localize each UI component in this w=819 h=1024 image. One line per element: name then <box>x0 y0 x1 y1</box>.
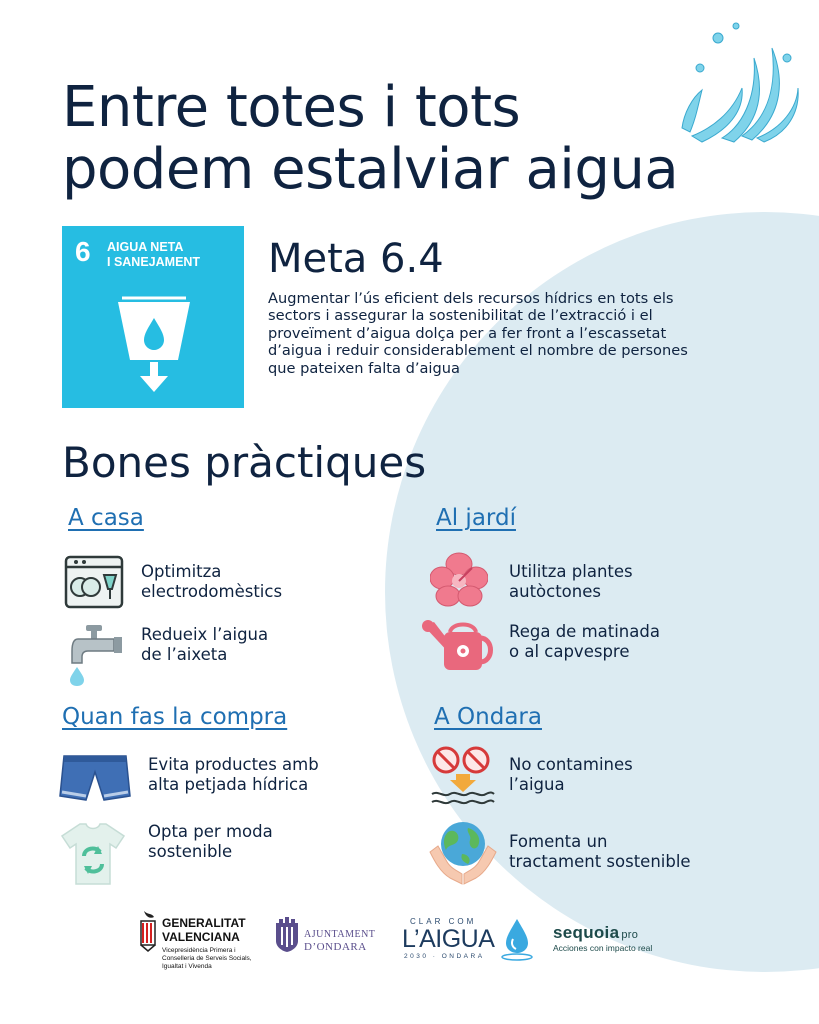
tip-redueix-aigua-aixeta: Redueix l’aigua de l’aixeta <box>141 625 269 664</box>
claraigua-main: L’AIGUA <box>402 925 495 953</box>
water-glass-icon <box>114 296 194 396</box>
page-title-line1: Entre totes i tots <box>62 75 521 140</box>
ajuntament-line1: AJUNTAMENT <box>304 929 376 940</box>
ondara-shield-icon <box>274 917 300 953</box>
ajuntament-line2: D’ONDARA <box>304 941 367 953</box>
meta-title: Meta 6.4 <box>268 236 444 282</box>
gv-department: Vicepresidència Primera i Conselleria de Serveis Socials, Igualtat i Vivenda <box>162 947 252 970</box>
watering-can-icon <box>420 618 496 674</box>
sdg-label: AIGUA NETA I SANEJAMENT <box>107 240 201 269</box>
gv-name-line2: VALENCIANA <box>162 930 240 944</box>
flower-icon <box>430 552 488 608</box>
category-a-casa[interactable]: A casa <box>68 505 144 531</box>
shorts-icon <box>58 752 132 804</box>
good-practices-title: Bones pràctiques <box>62 438 427 487</box>
water-splash-icon <box>672 18 802 148</box>
meta-description: Augmentar l’ús eficient dels recursos hídrics en tots els sectors i assegurar la sostenibilitat de l’extracció i el proveïment d’aigua dolça per a fer front a l’escassetat d’aigua i reduir considerablement el nombre de persones que pateixen falta d’aigua <box>268 290 688 377</box>
category-quan-fas-la-compra[interactable]: Quan fas la compra <box>62 704 288 730</box>
gv-name-line1: GENERALITAT <box>162 916 246 930</box>
claraigua-top: CLAR COM <box>410 917 477 926</box>
claraigua-bottom: 2030 · ONDARA <box>404 953 485 960</box>
footer-logos <box>0 905 819 975</box>
category-al-jardi[interactable]: Al jardí <box>436 505 516 531</box>
dishwasher-icon <box>64 555 124 609</box>
sequoia-wordmark: sequoia <box>553 923 620 942</box>
tip-no-contamines: No contamines l’aigua <box>509 755 633 794</box>
sequoia-suffix: pro <box>621 929 639 941</box>
sequoia-name <box>553 923 638 943</box>
page-title-line2: podem estalviar aigua <box>62 137 679 202</box>
tip-optimitza-electrodomestics: Optimitza electrodomèstics <box>141 562 283 601</box>
category-a-ondara[interactable]: A Ondara <box>434 704 542 730</box>
tip-rega-matinada: Rega de matinada o al capvespre <box>509 622 660 661</box>
faucet-icon <box>64 623 124 687</box>
tip-plantes-autoctones: Utilitza plantes autòctones <box>509 562 633 601</box>
tip-moda-sostenible: Opta per moda sostenible <box>148 822 273 861</box>
sdg6-badge <box>62 226 244 408</box>
gv-emblem-icon <box>138 909 158 953</box>
earth-hands-icon <box>428 816 498 886</box>
tip-tractament-sostenible: Fomenta un tractament sostenible <box>509 832 691 871</box>
sequoia-tagline: Acciones con impacto real <box>553 943 653 953</box>
water-drop-icon <box>500 917 534 961</box>
tip-evita-productes: Evita productes amb alta petjada hídrica <box>148 755 319 794</box>
sdg-number: 6 <box>75 236 91 267</box>
no-pollution-icon <box>430 744 496 806</box>
recycled-shirt-icon <box>60 820 126 886</box>
